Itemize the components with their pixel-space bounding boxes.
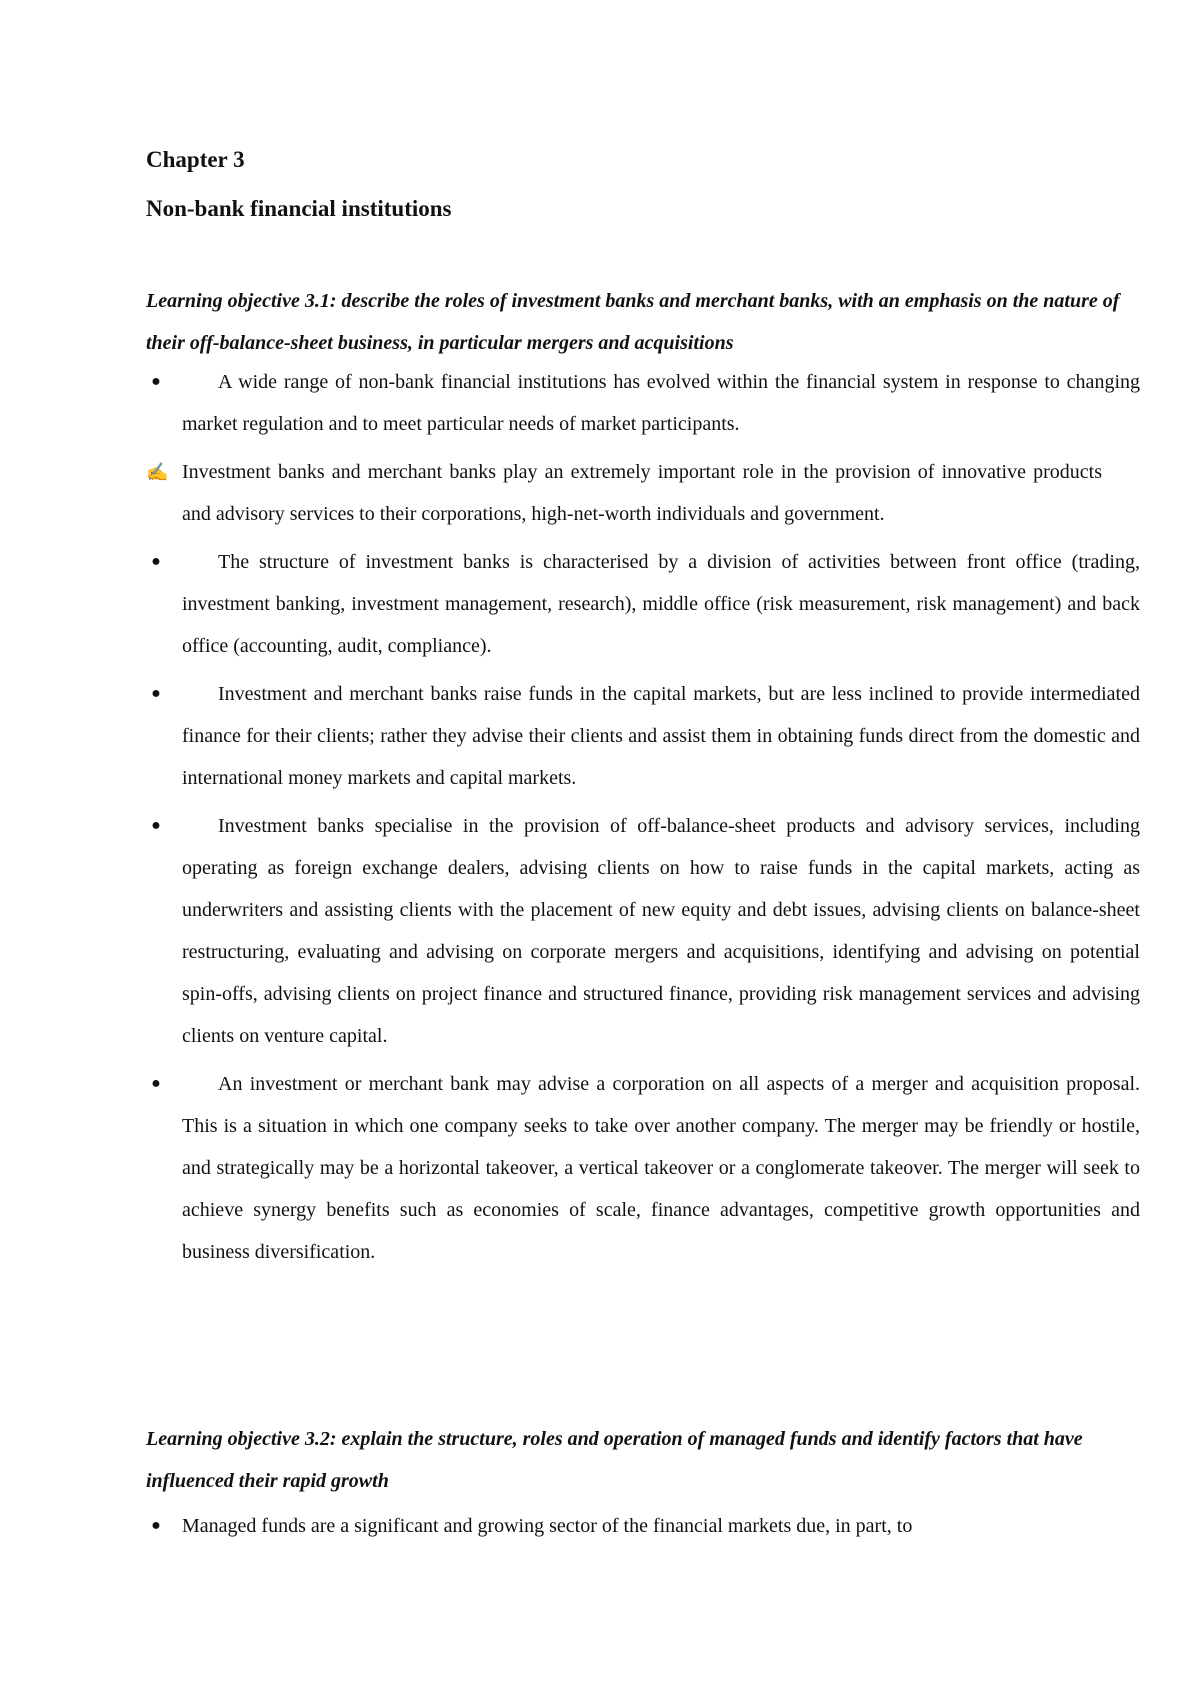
list-item [146,805,1140,1057]
list-item-text: Managed funds are a significant and growing sector of the financial markets due, in part, to [182,1515,913,1537]
list-item-text: An investment or merchant bank may advise a corporation on all aspects of a merger and acquisition proposal. This is a situation in which one company seeks to take over another company. The merger may be friendly or hostile, and strategically may be a horizontal takeover, a vertical takeover or a conglomerate takeover. The merger will seek to achieve synergy benefits such as economies of scale, finance advantages, competitive growth opportunities and business diversification. [182,1073,1140,1263]
list-item [146,361,1140,445]
chapter-number: Chapter 3 [146,147,245,172]
bullet-list [146,1505,1140,1553]
list-item-text: The structure of investment banks is characterised by a division of activities between front office (trading, investment banking, investment management, research), middle office (risk measurement, risk management) and back office (accounting, audit, compliance). [182,551,1140,657]
pen-bullet-icon: ✍ [146,462,169,482]
list-item-text: Investment banks and merchant banks play an extremely important role in the provision of innovative products and advisory services to their corporations, high-net-worth individuals and government. [182,461,1102,525]
bullet-dot-icon: ● [151,553,161,570]
list-item [146,673,1140,799]
list-item [146,541,1140,667]
bullet-dot-icon: ● [151,373,161,390]
chapter-title: Non-bank financial institutions [146,196,452,221]
list-item-text: A wide range of non-bank financial institutions has evolved within the financial system in response to changing market regulation and to meet particular needs of market participants. [182,371,1140,435]
learning-objective-heading: Learning objective 3.2: explain the structure, roles and operation of managed funds and identify factors that have influenced their rapid growth [146,1428,1083,1492]
list-item [146,1505,1140,1547]
bullet-list [146,361,1140,1279]
bullet-dot-icon: ● [151,1517,161,1534]
bullet-dot-icon: ● [151,817,161,834]
list-item [146,1063,1140,1273]
list-item [146,451,1102,535]
bullet-dot-icon: ● [151,685,161,702]
learning-objective-heading: Learning objective 3.1: describe the roles of investment banks and merchant banks, with an emphasis on the nature of their off-balance-sheet business, in particular mergers and acquisitions [146,290,1120,354]
list-item-text: Investment and merchant banks raise funds in the capital markets, but are less inclined to provide intermediated finance for their clients; rather they advise their clients and assist them in obtaining funds direct from the domestic and international money markets and capital markets. [182,683,1140,789]
list-item-text: Investment banks specialise in the provision of off-balance-sheet products and advisory services, including operating as foreign exchange dealers, advising clients on how to raise funds in the capital markets, acting as underwriters and assisting clients with the placement of new equity and debt issues, advising clients on balance-sheet restructuring, evaluating and advising on corporate mergers and acquisitions, identifying and advising on potential spin-offs, advising clients on project finance and structured finance, providing risk management services and advising clients on venture capital. [182,815,1140,1047]
bullet-dot-icon: ● [151,1075,161,1092]
